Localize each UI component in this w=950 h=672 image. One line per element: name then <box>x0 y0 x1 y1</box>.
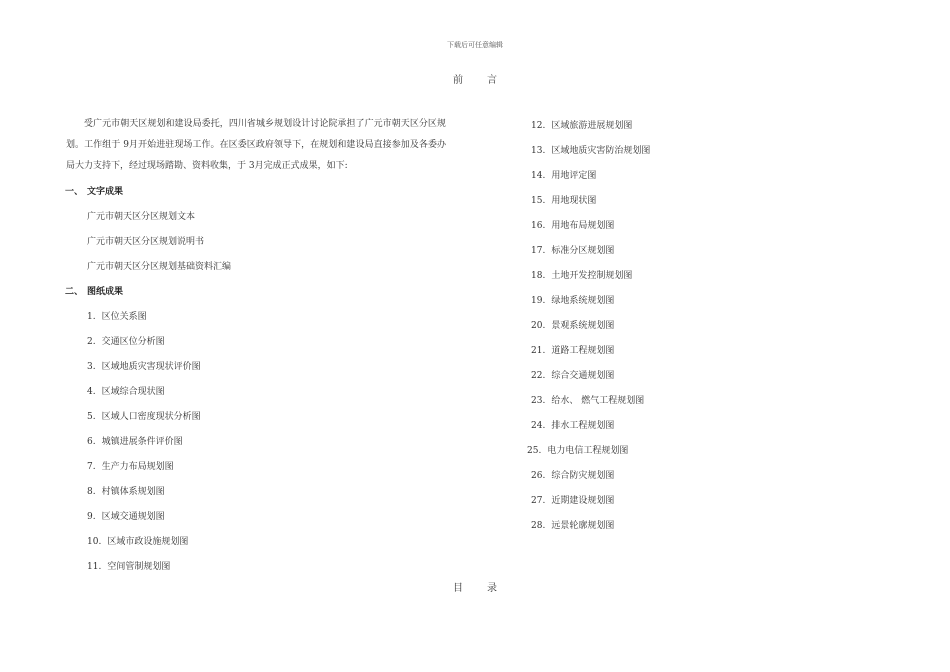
drawing-item <box>531 218 614 231</box>
drawing-number: 19. <box>531 296 546 306</box>
drawing-number: 2. <box>87 337 96 347</box>
drawing-item <box>531 493 614 506</box>
drawing-name: 生产力布局规划图 <box>101 462 174 472</box>
drawing-name: 区域地质灾害现状评价图 <box>101 362 201 372</box>
drawing-name: 区域地质灾害防治规划图 <box>551 146 651 156</box>
drawing-item <box>531 243 614 256</box>
drawing-name: 区域旅游进展规划图 <box>551 121 633 131</box>
drawing-number: 6. <box>87 437 96 447</box>
drawing-item <box>531 193 596 206</box>
drawing-name: 区位关系图 <box>101 312 147 322</box>
drawing-name: 电力电信工程规划图 <box>547 446 629 456</box>
section-number: 二、 <box>65 287 84 297</box>
drawing-name: 区域市政设施规划图 <box>107 537 189 547</box>
drawing-number: 4. <box>87 387 96 397</box>
drawing-item <box>87 484 165 497</box>
drawing-number: 1. <box>87 312 96 322</box>
section-title: 文字成果 <box>87 187 124 197</box>
drawing-number: 18. <box>531 271 546 281</box>
drawing-number: 5. <box>87 412 96 422</box>
drawing-item <box>531 518 614 531</box>
drawing-number: 15. <box>531 196 546 206</box>
drawing-name: 标准分区规划图 <box>551 246 615 256</box>
drawing-name: 用地现状图 <box>551 196 597 206</box>
intro-paragraph: 受广元市朝天区规划和建设局委托，四川省城乡规划设计讨论院承担了广元市朝天区分区规划。工作组于 9月开始进驻现场工作。在区委区政府领导下，在规划和建设局直接参加及各委办局大力支持下，经过现场踏勘、资料收集，于 3月完成正式成果，如下: <box>66 119 446 171</box>
drawing-item <box>531 318 614 331</box>
drawing-item <box>531 343 614 356</box>
drawing-name: 区域人口密度现状分析图 <box>101 412 201 422</box>
drawing-name: 综合交通规划图 <box>551 371 615 381</box>
drawing-item <box>87 509 165 522</box>
drawing-number: 21. <box>531 346 546 356</box>
drawing-item <box>87 534 188 547</box>
drawing-item <box>531 143 650 156</box>
drawing-name: 给水、 燃气工程规划图 <box>551 396 645 406</box>
drawing-item <box>531 118 632 131</box>
drawing-item <box>87 384 165 397</box>
drawing-item <box>87 434 183 447</box>
drawing-name: 土地开发控制规划图 <box>551 271 633 281</box>
drawing-name: 道路工程规划图 <box>551 346 615 356</box>
drawing-item <box>87 309 147 322</box>
drawing-number: 27. <box>531 496 546 506</box>
page-title: 前言 <box>453 75 521 86</box>
drawing-item <box>531 268 632 281</box>
drawing-name: 综合防灾规划图 <box>551 471 615 481</box>
section-text-results <box>65 184 123 197</box>
drawing-name: 近期建设规划图 <box>551 496 615 506</box>
text-result-item: 广元市朝天区分区规划基础资料汇编 <box>87 262 232 272</box>
section-number: 一、 <box>65 187 84 197</box>
drawing-name: 绿地系统规划图 <box>551 296 615 306</box>
drawing-item <box>531 418 614 431</box>
drawing-number: 20. <box>531 321 546 331</box>
drawing-item <box>87 334 165 347</box>
drawing-number: 26. <box>531 471 546 481</box>
drawing-number: 9. <box>87 512 96 522</box>
drawing-number: 14. <box>531 171 546 181</box>
drawing-item <box>87 359 201 372</box>
drawing-name: 排水工程规划图 <box>551 421 615 431</box>
text-result-item: 广元市朝天区分区规划文本 <box>87 212 196 222</box>
drawing-name: 空间管制规划图 <box>107 562 171 572</box>
header-note: 下载后可任意编辑 <box>447 41 503 49</box>
drawing-item <box>531 168 596 181</box>
drawing-name: 用地布局规划图 <box>551 221 615 231</box>
drawing-item <box>527 443 628 456</box>
drawing-name: 交通区位分析图 <box>101 337 165 347</box>
drawing-number: 3. <box>87 362 96 372</box>
drawing-item <box>531 393 644 406</box>
drawing-number: 24. <box>531 421 546 431</box>
drawing-item <box>87 409 201 422</box>
drawing-name: 区域综合现状图 <box>101 387 165 397</box>
section-drawing-results <box>65 284 123 297</box>
drawing-item <box>531 293 614 306</box>
drawing-number: 17. <box>531 246 546 256</box>
drawing-name: 远景轮廓规划图 <box>551 521 615 531</box>
drawing-number: 25. <box>527 446 542 456</box>
drawing-name: 区域交通规划图 <box>101 512 165 522</box>
drawing-number: 22. <box>531 371 546 381</box>
drawing-number: 28. <box>531 521 546 531</box>
drawing-number: 7. <box>87 462 96 472</box>
drawing-number: 16. <box>531 221 546 231</box>
drawing-number: 11. <box>87 562 102 572</box>
drawing-item <box>87 559 170 572</box>
drawing-item <box>531 368 614 381</box>
text-result-item: 广元市朝天区分区规划说明书 <box>87 237 205 247</box>
drawing-name: 景观系统规划图 <box>551 321 615 331</box>
section-title: 图纸成果 <box>87 287 124 297</box>
drawing-number: 10. <box>87 537 102 547</box>
drawing-item <box>87 459 174 472</box>
drawing-number: 8. <box>87 487 96 497</box>
drawing-number: 12. <box>531 121 546 131</box>
drawing-number: 23. <box>531 396 546 406</box>
drawing-name: 城镇进展条件评价图 <box>101 437 183 447</box>
drawing-number: 13. <box>531 146 546 156</box>
drawing-item <box>531 468 614 481</box>
drawing-name: 用地评定图 <box>551 171 597 181</box>
drawing-name: 村镇体系规划图 <box>101 487 165 497</box>
footer-title: 目录 <box>453 583 521 594</box>
